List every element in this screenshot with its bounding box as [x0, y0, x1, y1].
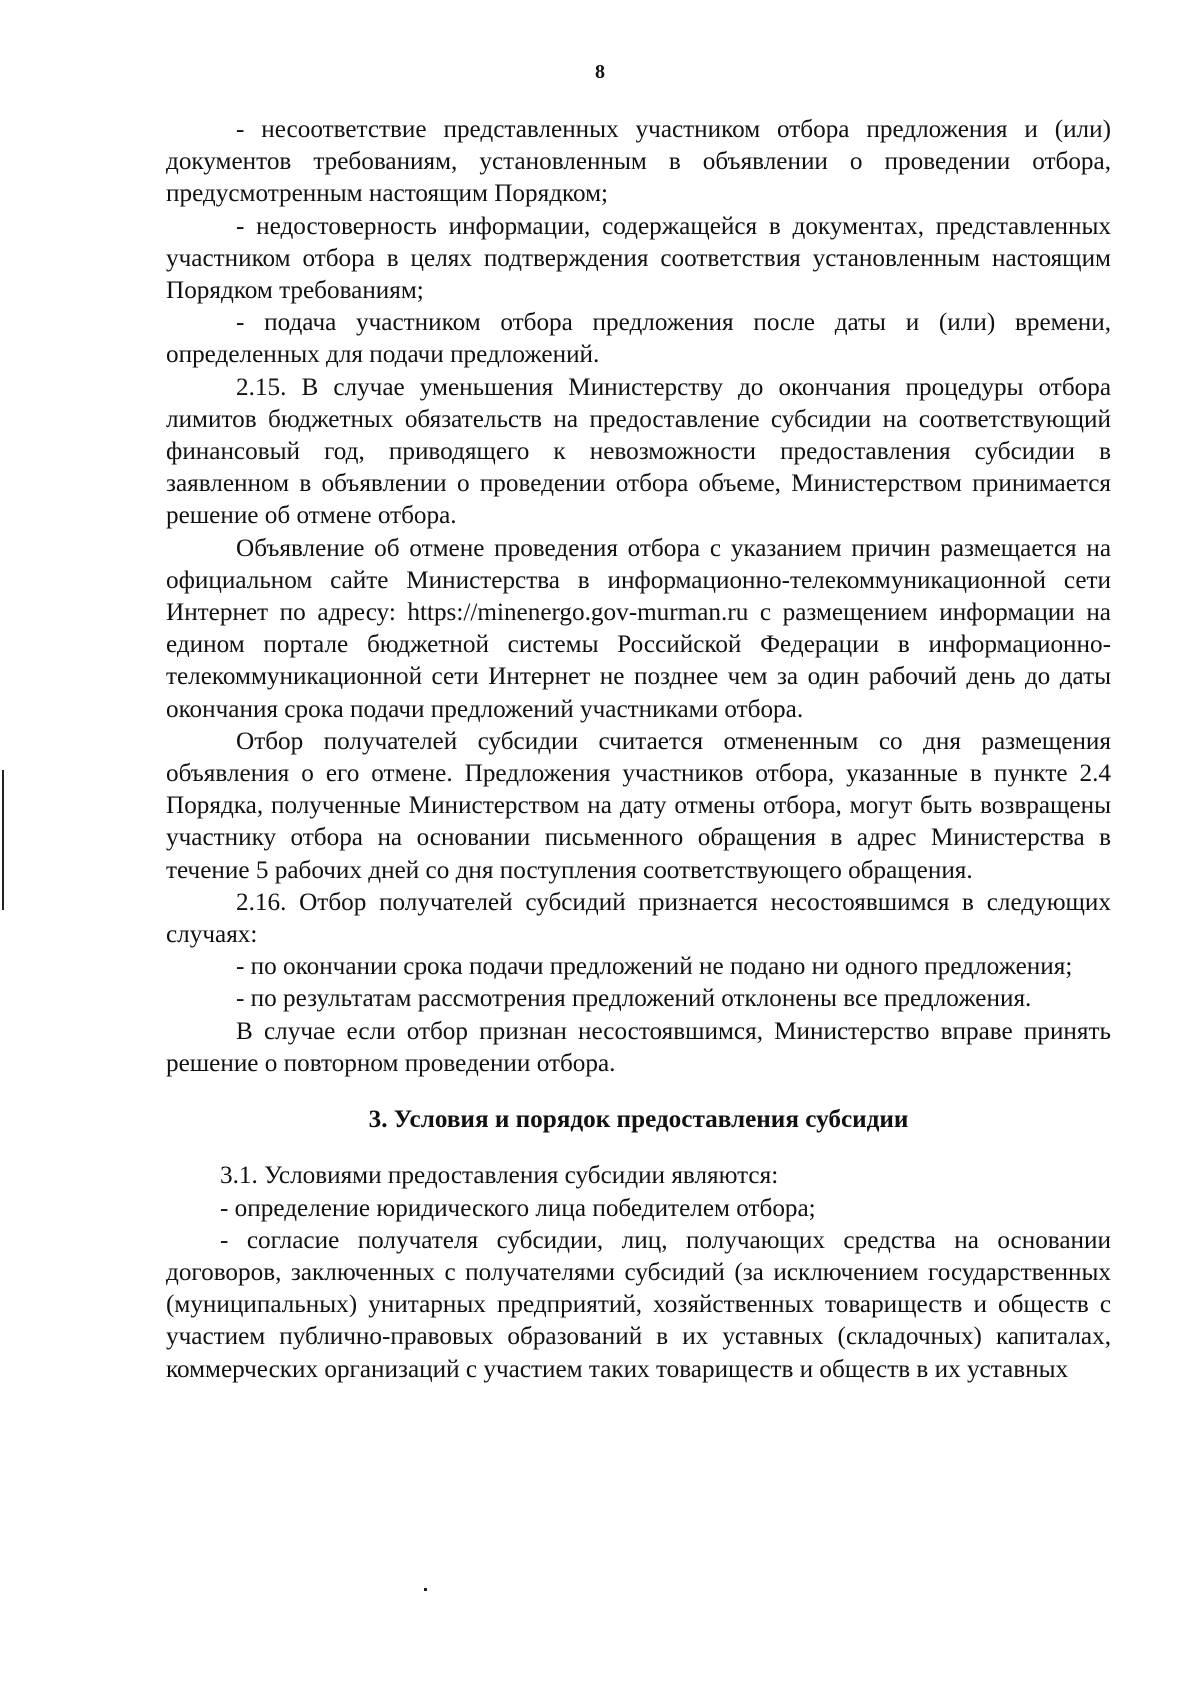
paragraph: - подача участником отбора предложения после даты и (или) времени, определенных для подачи предложений. [166, 309, 1111, 369]
paragraph: - по окончании срока подачи предложений не подано ни одного предложения; [236, 953, 1073, 981]
paragraph: - недостоверность информации, содержащейся в документах, представленных участником отбора в целях подтверждения соответствия установленным настоящим Порядком требованиям; [166, 212, 1111, 305]
paragraph: Отбор получателей субсидии считается отмененным со дня размещения объявления о его отмене. Предложения участников отбора, указанные в пункте 2.4 Порядка, полученные Министерством на дату отмены отбора, могут быть возвращены участнику отбора на основании письменного обращения в адрес Министерства в течение 5 рабочих дней со дня поступления соответствующего обращения. [166, 727, 1111, 884]
paragraph: 2.16. Отбор получателей субсидий признается несостоявшимся в следующих случаях: [166, 888, 1111, 949]
paragraph: - согласие получателя субсидии, лиц, получающих средства на основании договоров, заключенных с получателями субсидий (за исключением государственных (муниципальных) унитарных предприятий, хозяйственных товариществ и обществ с участием публично-правовых образований в их уставных (складочных) капиталах, коммерческих организаций с участием таких товариществ и обществ в их уставных [166, 1226, 1111, 1383]
scan-speck [424, 1588, 427, 1591]
paragraph: - по результатам рассмотрения предложений отклонены все предложения. [236, 985, 1032, 1013]
page-number: 8 [595, 61, 605, 83]
document-body [166, 114, 1111, 1386]
paragraph: Объявление об отмене проведения отбора с указанием причин размещается на официальном сайте Министерства в информационно-телекоммуникационной сети Интернет по адресу: https://minenergo.gov-murman.ru с размещением информации на едином портале бюджетной системы Российской Федерации в информационно-телекоммуникационной сети Интернет не позднее чем за один рабочий день до даты окончания срока подачи предложений участниками отбора. [166, 534, 1111, 723]
paragraph: 2.15. В случае уменьшения Министерству до окончания процедуры отбора лимитов бюджетных обязательств на предоставление субсидии на соответствующий финансовый год, приводящего к невозможности предоставления субсидии в заявленном в объявлении о проведении отбора объеме, Министерством принимается решение об отмене отбора. [166, 373, 1111, 530]
scan-margin-line [2, 770, 4, 910]
paragraph: - определение юридического лица победителем отбора; [220, 1194, 816, 1222]
section-heading: 3. Условия и порядок предоставления субсидии [368, 1106, 909, 1134]
paragraph: В случае если отбор признан несостоявшимся, Министерство вправе принять решение о повторном проведении отбора. [166, 1017, 1111, 1077]
paragraph: - несоответствие представленных участником отбора предложения и (или) документов требованиям, установленным в объявлении о проведении отбора, предусмотренным настоящим Порядком; [166, 116, 1111, 208]
paragraph: 3.1. Условиями предоставления субсидии являются: [220, 1162, 779, 1190]
